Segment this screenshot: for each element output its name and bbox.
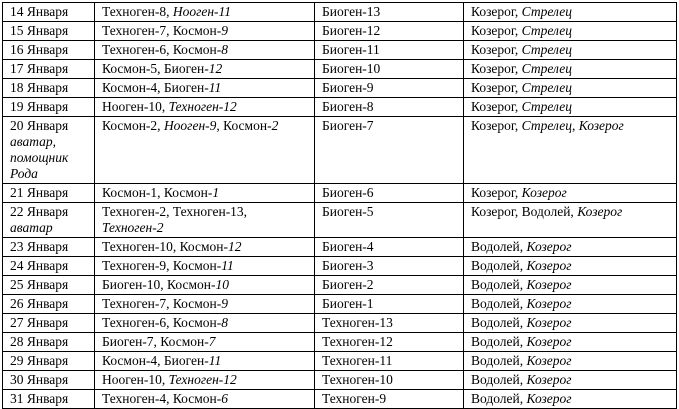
cell-code xyxy=(315,314,464,333)
cell-codes xyxy=(95,203,315,238)
text-segment: Козерог, xyxy=(471,118,522,133)
table-row xyxy=(3,257,677,276)
text-segment: Водолей, xyxy=(471,334,527,349)
text-segment-italic: 11 xyxy=(208,353,222,368)
cell-line xyxy=(10,334,91,350)
cell-line xyxy=(102,391,311,407)
table-row xyxy=(3,203,677,238)
cell-line xyxy=(471,315,673,331)
text-segment: Козерог, xyxy=(471,42,522,57)
cell-line xyxy=(10,23,91,39)
text-segment-italic: 12 xyxy=(208,61,223,76)
cell-line xyxy=(10,118,91,134)
cell-code xyxy=(315,41,464,60)
cell-date xyxy=(3,390,95,409)
cell-line xyxy=(102,99,311,115)
cell-signs xyxy=(464,22,677,41)
cell-line xyxy=(10,61,91,77)
cell-line xyxy=(471,118,673,134)
cell-line xyxy=(10,315,91,331)
cell-date xyxy=(3,371,95,390)
cell-code xyxy=(315,390,464,409)
cell-line xyxy=(102,372,311,388)
cell-line xyxy=(471,42,673,58)
cell-line xyxy=(471,391,673,407)
text-segment: Биоген-6 xyxy=(322,185,374,200)
cell-line xyxy=(322,23,460,39)
table-row xyxy=(3,295,677,314)
text-segment-italic: Техноген-2 xyxy=(102,220,164,235)
cell-codes xyxy=(95,60,315,79)
text-segment-italic: Стрелец xyxy=(521,4,572,19)
text-segment-italic: 10 xyxy=(215,277,229,292)
text-segment-italic: Козерог xyxy=(578,118,624,133)
cell-line xyxy=(10,220,91,236)
cell-date xyxy=(3,41,95,60)
cell-line xyxy=(102,61,311,77)
cell-line xyxy=(10,204,91,220)
text-segment: Биоген-5 xyxy=(322,204,374,219)
text-segment-italic: аватар, xyxy=(10,134,57,149)
calendar-table-body xyxy=(3,3,677,409)
cell-signs xyxy=(464,117,677,184)
text-segment: Техноген-9 xyxy=(322,391,387,406)
text-segment-italic: 12 xyxy=(228,239,242,254)
text-segment: Биоген-10 xyxy=(322,61,381,76)
text-segment: 25 Января xyxy=(10,277,69,292)
cell-line xyxy=(471,4,673,20)
text-segment: Техноген-8, xyxy=(102,4,173,19)
text-segment-italic: 1 xyxy=(212,185,220,200)
cell-line xyxy=(471,185,673,201)
cell-line xyxy=(322,296,460,312)
cell-signs xyxy=(464,3,677,22)
text-segment-italic: Козерог xyxy=(526,315,572,330)
text-segment-italic: Нооген-9 xyxy=(163,118,217,133)
cell-line xyxy=(10,185,91,201)
table-row xyxy=(3,333,677,352)
cell-code xyxy=(315,352,464,371)
cell-line xyxy=(102,239,311,255)
cell-line xyxy=(102,80,311,96)
cell-code xyxy=(315,60,464,79)
text-segment: Козерог, xyxy=(471,99,522,114)
text-segment: Биоген-8 xyxy=(322,99,374,114)
text-segment: , Космон- xyxy=(216,118,272,133)
cell-code xyxy=(315,276,464,295)
text-segment: Биоген-7, Космон- xyxy=(102,334,209,349)
table-row xyxy=(3,60,677,79)
cell-date xyxy=(3,79,95,98)
cell-line xyxy=(10,42,91,58)
cell-line xyxy=(102,315,311,331)
calendar-table xyxy=(2,2,677,409)
cell-signs xyxy=(464,257,677,276)
text-segment-italic: аватар xyxy=(10,220,53,235)
cell-date xyxy=(3,295,95,314)
cell-line xyxy=(471,80,673,96)
text-segment: Биоген-2 xyxy=(322,277,374,292)
text-segment: Техноген-6, Космон- xyxy=(102,42,222,57)
cell-signs xyxy=(464,276,677,295)
cell-line xyxy=(322,391,460,407)
cell-line xyxy=(322,353,460,369)
text-segment-italic: 8 xyxy=(221,315,229,330)
text-segment-italic: 6 xyxy=(221,391,229,406)
text-segment-italic: Козерог xyxy=(577,204,623,219)
text-segment: Техноген-2, Техноген-13, xyxy=(102,204,248,219)
cell-signs xyxy=(464,60,677,79)
cell-line xyxy=(102,277,311,293)
text-segment-italic: Техноген-12 xyxy=(168,372,237,387)
table-row xyxy=(3,117,677,184)
cell-line xyxy=(471,353,673,369)
text-segment: 20 Января xyxy=(10,118,69,133)
text-segment-italic: Козерог xyxy=(526,353,572,368)
text-segment-italic: Козерог xyxy=(526,239,572,254)
table-row xyxy=(3,238,677,257)
cell-line xyxy=(102,4,311,20)
text-segment: Космон-4, Биоген- xyxy=(102,353,209,368)
cell-signs xyxy=(464,314,677,333)
text-segment: Водолей, xyxy=(471,353,527,368)
text-segment: Техноген-10 xyxy=(322,372,393,387)
text-segment: Водолей, xyxy=(471,391,527,406)
text-segment: Водолей, xyxy=(471,239,527,254)
cell-date xyxy=(3,117,95,184)
cell-line xyxy=(471,23,673,39)
cell-codes xyxy=(95,333,315,352)
text-segment: Нооген-10, xyxy=(102,372,169,387)
cell-line xyxy=(322,185,460,201)
text-segment: Техноген-6, Космон- xyxy=(102,315,222,330)
cell-signs xyxy=(464,79,677,98)
table-row xyxy=(3,79,677,98)
text-segment: Водолей, xyxy=(471,258,527,273)
cell-line xyxy=(322,118,460,134)
text-segment-italic: Козерог xyxy=(526,258,572,273)
table-row xyxy=(3,184,677,203)
cell-date xyxy=(3,238,95,257)
cell-codes xyxy=(95,314,315,333)
text-segment-italic: Стрелец xyxy=(521,118,572,133)
text-segment: Космон-4, Биоген- xyxy=(102,80,209,95)
text-segment-italic: Козерог xyxy=(526,391,572,406)
text-segment-italic: Козерог xyxy=(526,296,572,311)
text-segment-italic: Козерог xyxy=(526,334,572,349)
text-segment: 30 Января xyxy=(10,372,69,387)
cell-line xyxy=(471,61,673,77)
cell-date xyxy=(3,276,95,295)
text-segment: Техноген-12 xyxy=(322,334,393,349)
text-segment: Биоген-4 xyxy=(322,239,374,254)
cell-line xyxy=(322,239,460,255)
text-segment-italic: Стрелец xyxy=(521,61,572,76)
cell-date xyxy=(3,203,95,238)
cell-signs xyxy=(464,184,677,203)
cell-codes xyxy=(95,41,315,60)
text-segment-italic: Козерог xyxy=(526,372,572,387)
table-row xyxy=(3,98,677,117)
text-segment: Козерог, xyxy=(471,23,522,38)
text-segment: Биоген-12 xyxy=(322,23,381,38)
cell-line xyxy=(471,204,673,220)
text-segment: Космон-2, xyxy=(102,118,164,133)
text-segment: Биоген-10, Космон- xyxy=(102,277,216,292)
cell-line xyxy=(322,258,460,274)
text-segment-italic: Стрелец xyxy=(521,23,572,38)
cell-codes xyxy=(95,184,315,203)
text-segment: 29 Января xyxy=(10,353,69,368)
text-segment-italic: 8 xyxy=(221,42,229,57)
cell-line xyxy=(102,118,311,134)
cell-line xyxy=(471,296,673,312)
cell-line xyxy=(322,204,460,220)
text-segment: Козерог, xyxy=(471,185,522,200)
text-segment-italic: Нооген-11 xyxy=(172,4,232,19)
cell-line xyxy=(471,99,673,115)
cell-line xyxy=(471,258,673,274)
text-segment: Козерог, xyxy=(471,4,522,19)
cell-date xyxy=(3,333,95,352)
cell-line xyxy=(102,258,311,274)
text-segment: 23 Января xyxy=(10,239,69,254)
text-segment: Козерог, Водолей, xyxy=(471,204,578,219)
cell-line xyxy=(322,4,460,20)
text-segment: Биоген-9 xyxy=(322,80,374,95)
cell-line xyxy=(10,134,91,150)
cell-signs xyxy=(464,295,677,314)
cell-code xyxy=(315,117,464,184)
text-segment: Техноген-13 xyxy=(322,315,393,330)
text-segment: 17 Января xyxy=(10,61,69,76)
text-segment: 15 Января xyxy=(10,23,69,38)
text-segment: Козерог, xyxy=(471,80,522,95)
text-segment: 14 Января xyxy=(10,4,69,19)
cell-line xyxy=(471,372,673,388)
cell-code xyxy=(315,3,464,22)
cell-code xyxy=(315,371,464,390)
cell-date xyxy=(3,22,95,41)
cell-code xyxy=(315,238,464,257)
table-row xyxy=(3,371,677,390)
cell-line xyxy=(10,166,91,182)
cell-date xyxy=(3,314,95,333)
text-segment-italic: Стрелец xyxy=(521,42,572,57)
cell-line xyxy=(102,353,311,369)
cell-code xyxy=(315,333,464,352)
cell-line xyxy=(102,23,311,39)
cell-line xyxy=(322,372,460,388)
cell-date xyxy=(3,3,95,22)
text-segment-italic: помощник xyxy=(10,150,69,165)
text-segment: 19 Января xyxy=(10,99,69,114)
table-row xyxy=(3,22,677,41)
text-segment-italic: Козерог xyxy=(521,185,567,200)
cell-signs xyxy=(464,238,677,257)
cell-line xyxy=(322,80,460,96)
text-segment: Техноген-7, Космон- xyxy=(102,23,222,38)
text-segment-italic: Техноген-12 xyxy=(168,99,237,114)
text-segment: 24 Января xyxy=(10,258,69,273)
cell-codes xyxy=(95,3,315,22)
cell-signs xyxy=(464,371,677,390)
text-segment-italic: 2 xyxy=(271,118,279,133)
text-segment: 31 Января xyxy=(10,391,69,406)
cell-codes xyxy=(95,22,315,41)
cell-line xyxy=(102,42,311,58)
cell-date xyxy=(3,352,95,371)
cell-codes xyxy=(95,79,315,98)
cell-line xyxy=(10,4,91,20)
text-segment: Космон-1, Космон- xyxy=(102,185,213,200)
text-segment-italic: 7 xyxy=(208,334,216,349)
text-segment: Биоген-11 xyxy=(322,42,380,57)
cell-signs xyxy=(464,352,677,371)
cell-line xyxy=(10,296,91,312)
cell-signs xyxy=(464,98,677,117)
cell-line xyxy=(471,277,673,293)
text-segment: Биоген-1 xyxy=(322,296,374,311)
cell-signs xyxy=(464,333,677,352)
text-segment-italic: 11 xyxy=(208,80,222,95)
text-segment: Водолей, xyxy=(471,277,527,292)
table-row xyxy=(3,314,677,333)
text-segment-italic: 11 xyxy=(221,258,234,273)
text-segment: Водолей, xyxy=(471,372,527,387)
table-row xyxy=(3,276,677,295)
cell-line xyxy=(102,204,311,220)
cell-line xyxy=(322,99,460,115)
text-segment: 27 Января xyxy=(10,315,69,330)
text-segment: Техноген-4, Космон- xyxy=(102,391,222,406)
cell-codes xyxy=(95,276,315,295)
cell-signs xyxy=(464,41,677,60)
cell-codes xyxy=(95,98,315,117)
text-segment: 16 Января xyxy=(10,42,69,57)
text-segment: Нооген-10, xyxy=(102,99,169,114)
text-segment: Козерог, xyxy=(471,61,522,76)
text-segment: Биоген-13 xyxy=(322,4,381,19)
table-row xyxy=(3,352,677,371)
cell-line xyxy=(10,277,91,293)
cell-line xyxy=(322,334,460,350)
text-segment: Техноген-9, Космон- xyxy=(102,258,222,273)
cell-line xyxy=(10,372,91,388)
cell-code xyxy=(315,22,464,41)
text-segment: Техноген-11 xyxy=(322,353,393,368)
cell-signs xyxy=(464,203,677,238)
cell-code xyxy=(315,184,464,203)
text-segment-italic: 9 xyxy=(221,23,229,38)
cell-line xyxy=(10,391,91,407)
cell-date xyxy=(3,257,95,276)
text-segment: Биоген-3 xyxy=(322,258,374,273)
cell-line xyxy=(10,239,91,255)
text-segment: Биоген-7 xyxy=(322,118,374,133)
cell-line xyxy=(322,277,460,293)
text-segment: Техноген-10, Космон- xyxy=(102,239,229,254)
cell-signs xyxy=(464,390,677,409)
text-segment: 22 Января xyxy=(10,204,69,219)
cell-code xyxy=(315,257,464,276)
text-segment: 21 Января xyxy=(10,185,69,200)
cell-codes xyxy=(95,371,315,390)
cell-line xyxy=(102,334,311,350)
cell-code xyxy=(315,203,464,238)
cell-line xyxy=(102,185,311,201)
cell-codes xyxy=(95,257,315,276)
cell-line xyxy=(471,239,673,255)
text-segment: Космон-5, Биоген- xyxy=(102,61,209,76)
cell-line xyxy=(10,353,91,369)
cell-codes xyxy=(95,295,315,314)
table-row xyxy=(3,390,677,409)
cell-line xyxy=(322,42,460,58)
cell-line xyxy=(10,80,91,96)
cell-code xyxy=(315,295,464,314)
text-segment-italic: Козерог xyxy=(526,277,572,292)
cell-line xyxy=(322,315,460,331)
cell-line xyxy=(10,150,91,166)
text-segment: , xyxy=(572,118,579,133)
text-segment: 18 Января xyxy=(10,80,69,95)
cell-date xyxy=(3,60,95,79)
text-segment: Техноген-7, Космон- xyxy=(102,296,222,311)
cell-date xyxy=(3,184,95,203)
text-segment-italic: Стрелец xyxy=(521,99,572,114)
text-segment: Водолей, xyxy=(471,315,527,330)
cell-code xyxy=(315,79,464,98)
cell-codes xyxy=(95,390,315,409)
cell-date xyxy=(3,98,95,117)
text-segment: 28 Января xyxy=(10,334,69,349)
table-row xyxy=(3,41,677,60)
text-segment-italic: 9 xyxy=(221,296,229,311)
cell-codes xyxy=(95,352,315,371)
cell-line xyxy=(102,220,311,236)
text-segment-italic: Стрелец xyxy=(521,80,572,95)
cell-line xyxy=(10,99,91,115)
text-segment: Водолей, xyxy=(471,296,527,311)
cell-line xyxy=(102,296,311,312)
cell-codes xyxy=(95,238,315,257)
text-segment-italic: Рода xyxy=(10,166,38,181)
cell-code xyxy=(315,98,464,117)
cell-codes xyxy=(95,117,315,184)
table-row xyxy=(3,3,677,22)
cell-line xyxy=(471,334,673,350)
text-segment: 26 Января xyxy=(10,296,69,311)
cell-line xyxy=(322,61,460,77)
cell-line xyxy=(10,258,91,274)
